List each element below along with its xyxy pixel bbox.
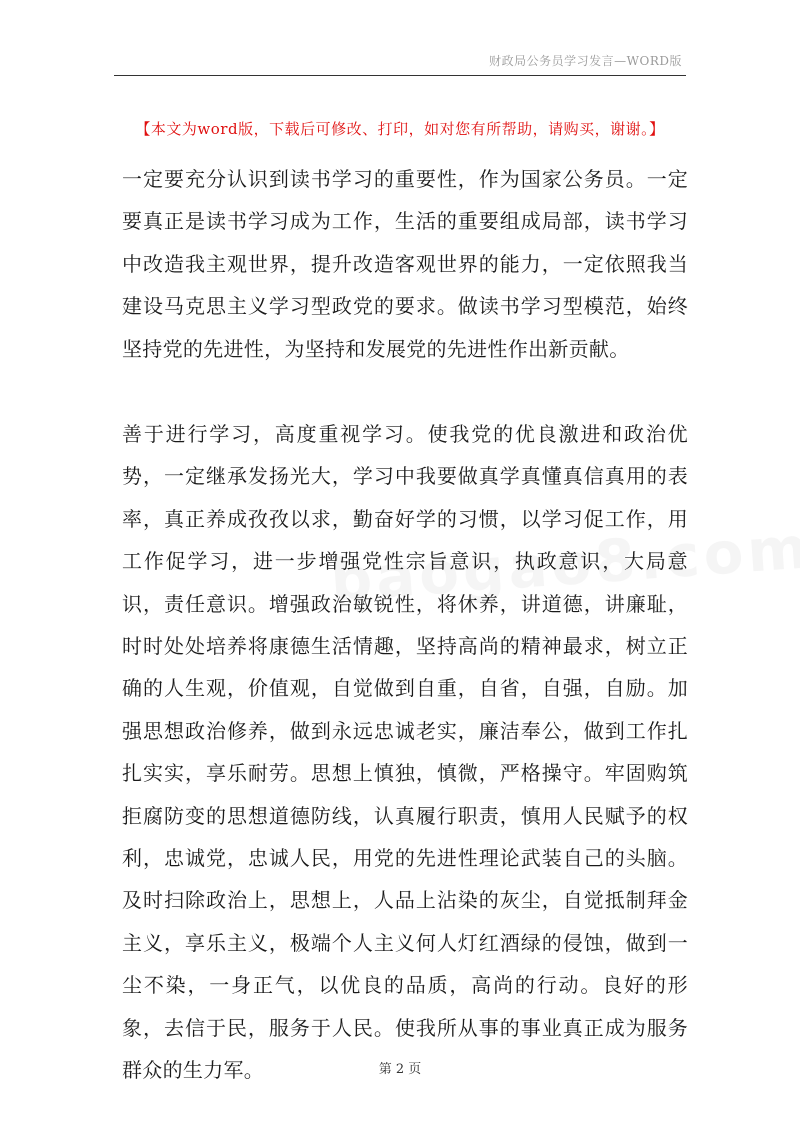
body-paragraph-1: 一定要充分认识到读书学习的重要性，作为国家公务员。一定要真正是读书学习成为工作，生活的重要组成局部，读书学习中改造我主观世界，提升改造客观世界的能力，一定依照我当建设马克思主义学习型政党的要求。做读书学习型模范，始终坚持党的先进性，为坚持和发展党的先进性作出新贡献。 [122, 167, 688, 361]
header-divider [114, 75, 686, 76]
page-number: 第 2 页 [378, 1062, 422, 1077]
download-notice: 【本文为word版，下载后可修改、打印，如对您有所帮助，请购买，谢谢。】 [135, 120, 665, 138]
document-header-title: 财政局公务员学习发言—WORD版 [489, 54, 682, 68]
body-paragraph-2: 善于进行学习，高度重视学习。使我党的优良激进和政治优势，一定继承发扬光大，学习中我要做真学真懂真信真用的表率，真正养成孜孜以求，勤奋好学的习惯，以学习促工作，用工作促学习，进一步增强党性宗旨意识，执政意识，大局意识，责任意识。增强政治敏锐性，将休养，讲道德，讲廉耻，时时处处培养将康德生活情趣，坚持高尚的精神最求，树立正确的人生观，价值观，自觉做到自重，自省，自强，自励。加强思想政治修养，做到永远忠诚老实，廉洁奉公，做到工作扎扎实实，享乐耐劳。思想上慎独，慎微，严格操守。牢固购筑拒腐防变的思想道德防线，认真履行职责，慎用人民赋予的权利，忠诚党，忠诚人民，用党的先进性理论武装自己的头脑。及时扫除政治上，思想上，人品上沾染的灰尘，自觉抵制拜金主义，享乐主义，极端个人主义何人灯红酒绿的侵蚀，做到一尘不染，一身正气，以优良的品质，高尚的行动。良好的形象，去信于民，服务于人民。使我所从事的事业真正成为服务群众的生力军。 [122, 422, 688, 1083]
